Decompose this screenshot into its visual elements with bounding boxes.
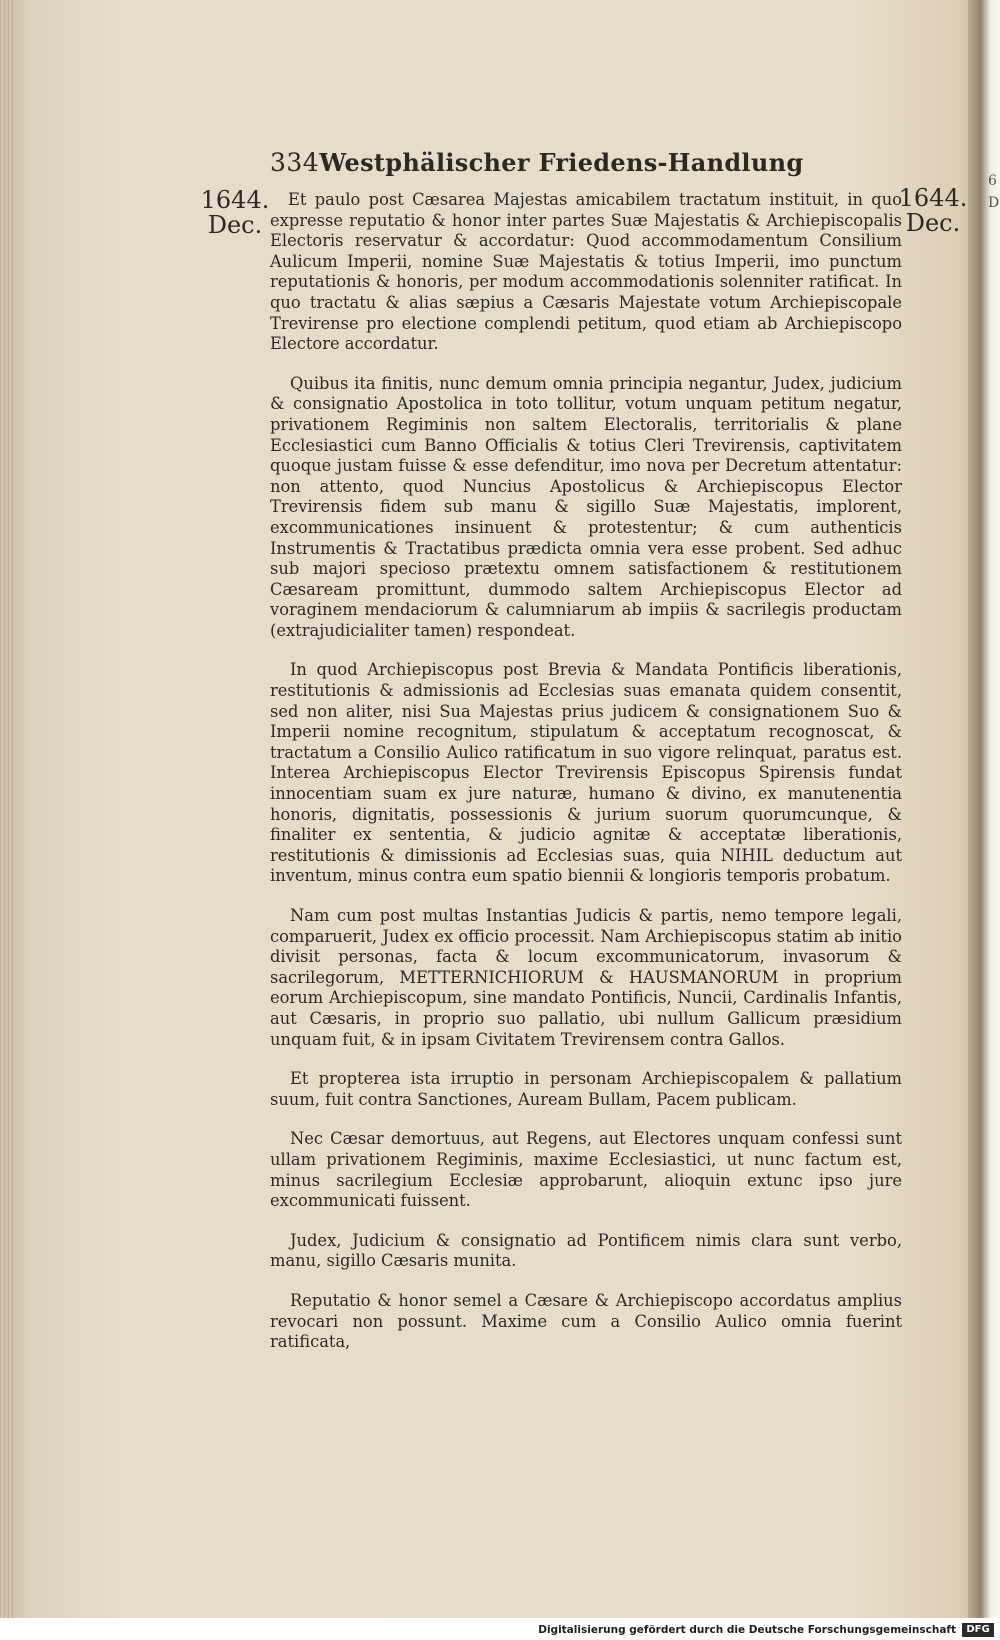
running-head bbox=[270, 148, 804, 177]
right-margin-year: 1644. bbox=[898, 184, 968, 212]
paragraph: Nam cum post multas Instantias Judicis & partis, nemo tempore legali, comparuerit, Judex ex officio processit. Nam Archiepiscopus statim ab initio divisit personas, facta & locum excommunicatorum, invasorum & sacrilegorum, METTERNICHIORUM & HAUSMANORUM in proprium eorum Archiepiscopum, sine mandato Pontificis, Nuncii, Cardinalis Infantis, aut Cæsaris, in proprio suo pallatio, ubi nullum Gallicum præsidium unquam fuit, & in ipsam Civitatem Trevirensem contra Gallos. bbox=[270, 906, 902, 1049]
book-gutter bbox=[968, 0, 1000, 1640]
left-margin-month: Dec. bbox=[207, 211, 263, 239]
funding-credit: Digitalisierung gefördert durch die Deutsche Forschungsgemeinschaft bbox=[538, 1624, 956, 1636]
right-margin-date bbox=[898, 186, 968, 236]
body-text bbox=[270, 190, 902, 1372]
paragraph: Nec Cæsar demortuus, aut Regens, aut Electores unquam confessi sunt ullam privationem Regiminis, maxime Ecclesiastici, ut nunc factum est, minus sacrilegium Ecclesiæ approbarunt, alioquin extunc ipso jure excommunicati fuissent. bbox=[270, 1129, 902, 1211]
paragraph: Reputatio & honor semel a Cæsare & Archiepiscopo accordatus amplius revocari non possunt. Maxime cum a Consilio Aulico omnia fuerint ratificata, bbox=[270, 1290, 902, 1352]
right-margin-month: Dec. bbox=[905, 209, 961, 237]
paragraph: Quibus ita finitis, nunc demum omnia principia negantur, Judex, judicium & consignatio Apostolica in toto tollitur, votum unquam petitum negatur, privationem Regiminis non saltem Electoralis, territorialis & plane Ecclesiastici cum Banno Officialis & totius Cleri Trevirensis, captivitatem quoque justam fuisse & esse defenditur, imo nova per Decretum attentatur: non attento, quod Nuncius Apostolicus & Archiepiscopus Elector Trevirensis fidem sub manu & sigillo Suæ Majestatis, implorent, excommunicationes insinuent & protestentur; & cum authenticis Instrumentis & Tractatibus prædicta omnia vera esse probent. Sed adhuc sub majori specioso prætextu omnem satisfactionem & restitutionem Cæsaream promittunt, dummodo saltem Archiepiscopus Elector ad voraginem mendaciorum & calumniarum ab impiis & sacrilegis productam (extrajudicialiter tamen) respondeat. bbox=[270, 373, 902, 640]
paragraph: Et paulo post Cæsarea Majestas amicabilem tractatum instituit, in quo expresse reputatio & honor inter partes Suæ Majestatis & Archiepiscopalis Electoris reservatur & accordatur: Quod accommodamentum Consilium Aulicum Imperii, nomine Suæ Majestatis & totius Imperii, imo punctum reputationis & honoris, per modum accommodationis solenniter ratificat. In quo tractatu & alias sæpius a Cæsaris Majestate votum Archiepiscopale Trevirense pro electione complendi petitum, quod etiam ab Archiepiscopo Electore accordatur. bbox=[270, 190, 902, 354]
paragraph: In quod Archiepiscopus post Brevia & Mandata Pontificis liberationis, restitutionis & admissionis ad Ecclesias suas emanata quidem consentit, sed non aliter, nisi Sua Majestas prius judicem & consignationem Suo & Imperii nomine recognitum, stipulatum & acceptatum recognoscat, & tractatum a Consilio Aulico ratificatum in suo vigore relinquat, paratus est. Interea Archiepiscopus Elector Trevirensis Episcopus Spirensis fundat innocentiam suam ex jure naturæ, humano & divino, ex manutenentia honoris, dignitatis, possessionis & jurium suorum quorumcunque, & finaliter ex sententia, & judicio agnitæ & acceptatæ liberationis, restitutionis & dimissionis ad Ecclesias suas, quia NIHIL deductum aut inventum, minus contra eum spatio biennii & longioris temporis probatum. bbox=[270, 660, 902, 886]
gutter-fragment: 6 D bbox=[988, 173, 1000, 211]
page-number: 334 bbox=[270, 148, 320, 177]
page-header-title: Westphälischer Friedens-Handlung bbox=[319, 148, 804, 177]
paragraph: Et propterea ista irruptio in personam Archiepiscopalem & pallatium suum, fuit contra Sanctiones, Auream Bullam, Pacem publicam. bbox=[270, 1069, 902, 1109]
dfg-logo: DFG bbox=[962, 1623, 994, 1637]
left-margin-year: 1644. bbox=[200, 186, 270, 214]
paragraph: Judex, Judicium & consignatio ad Pontificem nimis clara sunt verbo, manu, sigillo Cæsaris munita. bbox=[270, 1230, 902, 1271]
left-margin-date bbox=[200, 188, 270, 238]
footer-bar bbox=[0, 1618, 1000, 1640]
